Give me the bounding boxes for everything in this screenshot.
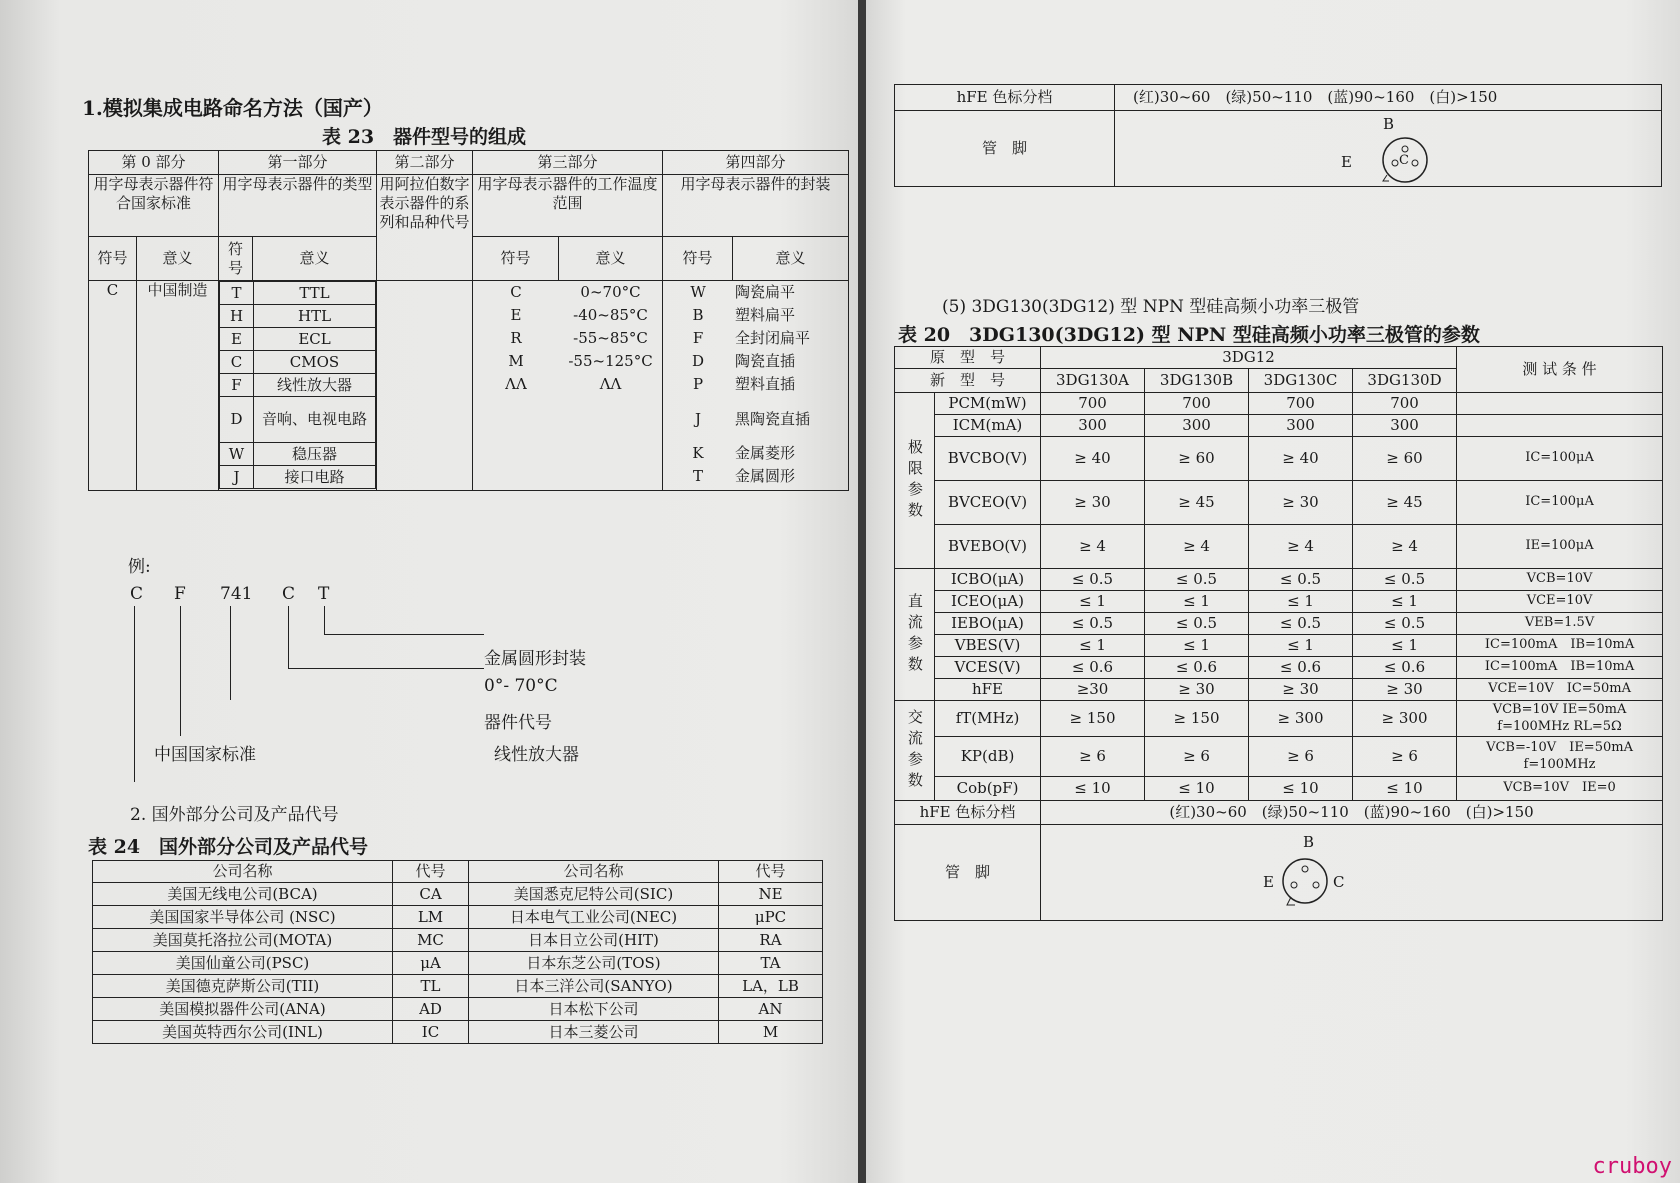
part3-item (473, 350, 662, 373)
p3-mean-header: 意义 (559, 237, 663, 281)
table24-cell: NE (719, 883, 823, 906)
param-value: ≥ 60 (1145, 437, 1249, 481)
table24-cell: AD (393, 998, 469, 1021)
param-value: ≥ 300 (1353, 701, 1457, 737)
param-name: ICBO(μA) (935, 569, 1041, 591)
table24-cell: μPC (719, 906, 823, 929)
param-value: ≥ 150 (1145, 701, 1249, 737)
table24-row (93, 929, 823, 952)
part1-desc: 用字母表示器件的类型 (219, 175, 377, 237)
part3-list (473, 281, 662, 396)
param-value: ≤ 0.6 (1041, 657, 1145, 679)
part4-item (663, 442, 848, 465)
part3-item (473, 327, 662, 350)
part4-mean: 陶瓷直插 (735, 352, 796, 371)
param-value: ≤ 1 (1041, 635, 1145, 657)
param-value: ≥ 40 (1041, 437, 1145, 481)
top-pin-b: B (1383, 115, 1395, 133)
param-value: ≥ 150 (1041, 701, 1145, 737)
param-value: ≤ 0.5 (1249, 613, 1353, 635)
pin-e: E (1263, 873, 1274, 891)
param-value: ≥ 4 (1353, 525, 1457, 569)
param-cond (1457, 415, 1663, 437)
p0-mean-header: 意义 (137, 237, 219, 281)
table24-cell: 美国无线电公司(BCA) (93, 883, 393, 906)
table24-header-row (93, 861, 823, 883)
part3-mean: ΛΛ (599, 375, 622, 394)
table24-cell: 美国德克萨斯公司(TII) (93, 975, 393, 998)
param-value: 700 (1353, 393, 1457, 415)
p4-mean-header: 意义 (733, 237, 849, 281)
table24-cell: 美国仙童公司(PSC) (93, 952, 393, 975)
code-c2: C (282, 584, 296, 604)
part3-mean: -55~85°C (573, 329, 648, 348)
param-value: ≥ 60 (1353, 437, 1457, 481)
part3-desc: 用字母表示器件的工作温度范围 (473, 175, 663, 237)
table20-pin-cell (1041, 825, 1663, 921)
top-pin-cell (1115, 111, 1662, 187)
table24-cell: LA，LB (719, 975, 823, 998)
part3-mean: -55~125°C (568, 352, 653, 371)
watermark: cruboy (1592, 1154, 1672, 1179)
part4-sym: K (692, 444, 704, 463)
part3-item (473, 373, 662, 396)
param-value: 300 (1249, 415, 1353, 437)
top-pin-label: 管 脚 (895, 111, 1115, 187)
table24-cell: TA (719, 952, 823, 975)
part4-sym: W (690, 283, 706, 302)
param-cond: VCE=10V IC=50mA (1457, 679, 1663, 701)
top-table (894, 84, 1662, 187)
param-name: BVCBO(V) (935, 437, 1041, 481)
table24-row (93, 883, 823, 906)
p3-cell (473, 281, 663, 491)
part0-header: 第 0 部分 (89, 151, 219, 175)
part4-sym: J (695, 409, 702, 428)
param-value: 700 (1145, 393, 1249, 415)
part3-sym: ΛΛ (505, 375, 527, 394)
p0-sym-cell (89, 281, 137, 491)
param-row (895, 481, 1663, 525)
param-name: BVCEO(V) (935, 481, 1041, 525)
param-row (895, 591, 1663, 613)
part3-sym: M (508, 352, 524, 371)
param-cond: VCB=-10V IE=50mA f=100MHz (1457, 737, 1663, 777)
part3-item (473, 281, 662, 304)
part3-sym: E (510, 306, 522, 325)
param-cond: VCE=10V (1457, 591, 1663, 613)
part1-sym: W (220, 443, 254, 466)
param-cond: IE=100μA (1457, 525, 1663, 569)
param-cond: IC=100mA IB=10mA (1457, 657, 1663, 679)
param-value: 300 (1145, 415, 1249, 437)
param-name: PCM(mW) (935, 393, 1041, 415)
param-cond: VEB=1.5V (1457, 613, 1663, 635)
param-value: ≤ 1 (1249, 635, 1353, 657)
part1-item (220, 351, 376, 374)
param-row (895, 415, 1663, 437)
table24-row (93, 975, 823, 998)
model-c: 3DG130C (1249, 369, 1353, 393)
p1-mean-header: 意义 (253, 237, 377, 281)
param-row (895, 569, 1663, 591)
bracket-t-h (324, 634, 484, 635)
part1-sym: C (220, 351, 254, 374)
model-d: 3DG130D (1353, 369, 1457, 393)
table24-cell: 日本三洋公司(SANYO) (469, 975, 719, 998)
table24-cell: 美国悉克尼特公司(SIC) (469, 883, 719, 906)
group-label: 极限参数 (895, 393, 935, 569)
p1-sym-header: 符号 (219, 237, 253, 281)
code-c1: C (130, 584, 144, 604)
table24-cell: 日本日立公司(HIT) (469, 929, 719, 952)
example-label: 例: (128, 557, 151, 577)
table20-caption: 表 20 3DG130(3DG12) 型 NPN 型硅高频小功率三极管的参数 (898, 324, 1480, 346)
param-value: ≥ 300 (1249, 701, 1353, 737)
part1-mean: TTL (254, 282, 376, 305)
param-value: ≥ 45 (1353, 481, 1457, 525)
table24-cell: 日本松下公司 (469, 998, 719, 1021)
param-row (895, 701, 1663, 737)
p3-sym-header: 符号 (473, 237, 559, 281)
part3-mean: -40~85°C (573, 306, 648, 325)
param-row (895, 393, 1663, 415)
part1-mean: ECL (254, 328, 376, 351)
param-value: ≤ 0.5 (1041, 613, 1145, 635)
param-row (895, 737, 1663, 777)
param-value: ≤ 10 (1145, 777, 1249, 801)
param-row (895, 679, 1663, 701)
param-value: ≤ 1 (1249, 591, 1353, 613)
param-value: ≤ 0.5 (1353, 613, 1457, 635)
part1-mean: 音响、电视电路 (254, 397, 376, 443)
part4-item (663, 327, 848, 350)
pin-b: B (1303, 833, 1315, 851)
param-row (895, 613, 1663, 635)
explain-temp: 0°- 70°C (484, 676, 558, 696)
model-a: 3DG130A (1041, 369, 1145, 393)
table24-cell: 美国国家半导体公司 (NSC) (93, 906, 393, 929)
table24-row (93, 952, 823, 975)
param-value: ≤ 10 (1353, 777, 1457, 801)
part-header-row (89, 151, 849, 175)
code-741: 741 (220, 584, 253, 604)
part4-sym: P (692, 375, 704, 394)
param-cond: IC=100μA (1457, 437, 1663, 481)
part3-header: 第三部分 (473, 151, 663, 175)
table24-cell: 日本电气工业公司(NEC) (469, 906, 719, 929)
part4-header: 第四部分 (663, 151, 849, 175)
part4-sym: B (692, 306, 704, 325)
bracket-f-v (180, 606, 181, 736)
old-model: 3DG12 (1041, 347, 1457, 369)
code-f: F (174, 584, 186, 604)
part4-item (663, 396, 848, 442)
table24-cell: 日本三菱公司 (469, 1021, 719, 1044)
part1-item (220, 466, 376, 489)
part4-sym: F (692, 329, 704, 348)
p4-cell (663, 281, 849, 491)
bracket-c1-v (134, 606, 135, 782)
param-value: ≥ 4 (1041, 525, 1145, 569)
bracket-741-v (230, 606, 231, 700)
top-pinout-diagram (1377, 135, 1433, 187)
part1-mean: 稳压器 (254, 443, 376, 466)
param-value: 700 (1249, 393, 1353, 415)
part4-item (663, 350, 848, 373)
part1-sym: H (220, 305, 254, 328)
new-model-label: 新 型 号 (895, 369, 1041, 393)
bracket-t-v (324, 606, 325, 634)
part1-item (220, 397, 376, 443)
p1-cell (219, 281, 377, 491)
top-pin-e: E (1341, 153, 1352, 171)
part4-item (663, 304, 848, 327)
explain-type: 线性放大器 (494, 745, 579, 765)
part1-mean: 接口电路 (254, 466, 376, 489)
param-value: ≥ 6 (1249, 737, 1353, 777)
param-value: ≥ 45 (1145, 481, 1249, 525)
param-cond: IC=100μA (1457, 481, 1663, 525)
part4-mean: 陶瓷扁平 (735, 283, 796, 302)
part3-item (473, 304, 662, 327)
code-t: T (318, 584, 330, 604)
table24-row (93, 1021, 823, 1044)
param-name: IEBO(μA) (935, 613, 1041, 635)
param-value: ≤ 0.6 (1145, 657, 1249, 679)
param-name: hFE (935, 679, 1041, 701)
param-value: ≥ 4 (1249, 525, 1353, 569)
table24-cell: 日本东芝公司(TOS) (469, 952, 719, 975)
right-page (866, 0, 1680, 1183)
table24-cell: 美国模拟器件公司(ANA) (93, 998, 393, 1021)
p4-sym-header: 符号 (663, 237, 733, 281)
part4-sym: T (693, 467, 704, 486)
part4-list (663, 281, 848, 488)
param-value: ≤ 1 (1145, 591, 1249, 613)
table24-row (93, 906, 823, 929)
table24-cell: LM (393, 906, 469, 929)
part1-sym: T (220, 282, 254, 305)
top-pin-c: C (1399, 153, 1409, 168)
param-name: fT(MHz) (935, 701, 1041, 737)
explain-standard: 中国国家标准 (154, 745, 256, 765)
table20-hfe-row (895, 801, 1663, 825)
param-name: Cob(pF) (935, 777, 1041, 801)
param-value: ≥ 30 (1353, 679, 1457, 701)
top-pin-row (895, 111, 1662, 187)
pin-c: C (1333, 873, 1345, 891)
param-name: VBES(V) (935, 635, 1041, 657)
table20-hfe-label: hFE 色标分档 (895, 801, 1041, 825)
table24 (92, 860, 823, 1044)
part1-item (220, 328, 376, 351)
part2-desc: 用阿拉伯数字表示器件的系列和品种代号 (377, 175, 473, 281)
param-value: ≤ 1 (1041, 591, 1145, 613)
group-label: 交流参数 (895, 701, 935, 801)
param-row (895, 635, 1663, 657)
part4-item (663, 281, 848, 304)
param-value: ≤ 0.6 (1353, 657, 1457, 679)
param-name: ICEO(μA) (935, 591, 1041, 613)
part3-mean: 0~70°C (580, 283, 641, 302)
p0-sym-header: 符号 (89, 237, 137, 281)
table24-cell: M (719, 1021, 823, 1044)
param-value: ≥ 30 (1249, 679, 1353, 701)
param-cond: VCB=10V IE=0 (1457, 777, 1663, 801)
param-cond: VCB=10V (1457, 569, 1663, 591)
part1-item (220, 305, 376, 328)
param-value: ≤ 1 (1145, 635, 1249, 657)
table24-cell: 美国英特西尔公司(INL) (93, 1021, 393, 1044)
table20-hfe-value: (红)30~60 (绿)50~110 (蓝)90~160 (白)>150 (1041, 801, 1663, 825)
old-model-label: 原 型 号 (895, 347, 1041, 369)
t24-h2: 公司名称 (469, 861, 719, 883)
part4-sym: D (692, 352, 705, 371)
p2-body (377, 281, 473, 491)
part4-mean: 金属圆形 (735, 467, 796, 486)
param-cond: VCB=10V IE=50mA f=100MHz RL=5Ω (1457, 701, 1663, 737)
param-value: ≤ 0.5 (1145, 613, 1249, 635)
part4-desc: 用字母表示器件的封装 (663, 175, 849, 237)
top-hfe-label: hFE 色标分档 (895, 85, 1115, 111)
t24-h1: 代号 (393, 861, 469, 883)
param-value: ≥ 6 (1145, 737, 1249, 777)
explain-package: 金属圆形封装 (484, 649, 586, 669)
part-desc-row (89, 175, 849, 237)
cond-label: 测 试 条 件 (1457, 347, 1663, 393)
table24-cell: CA (393, 883, 469, 906)
param-row (895, 525, 1663, 569)
part1-mean: 线性放大器 (254, 374, 376, 397)
table24-cell: μA (393, 952, 469, 975)
param-row (895, 437, 1663, 481)
table23-caption: 表 23 器件型号的组成 (322, 126, 527, 148)
param-name: BVEBO(V) (935, 525, 1041, 569)
body-row (89, 281, 849, 491)
param-value: ≤ 0.6 (1249, 657, 1353, 679)
part3-sym: C (510, 283, 522, 302)
param-value: ≥ 30 (1249, 481, 1353, 525)
param-value: ≤ 0.5 (1249, 569, 1353, 591)
param-value: ≥30 (1041, 679, 1145, 701)
p0-sym: C (106, 281, 119, 299)
param-row (895, 657, 1663, 679)
t24-h0: 公司名称 (93, 861, 393, 883)
param-value: ≥ 6 (1353, 737, 1457, 777)
table24-cell: 美国莫托洛拉公司(MOTA) (93, 929, 393, 952)
part1-header: 第一部分 (219, 151, 377, 175)
table20-pin-label: 管 脚 (895, 825, 1041, 921)
model-b: 3DG130B (1145, 369, 1249, 393)
param-name: ICM(mA) (935, 415, 1041, 437)
param-name: VCES(V) (935, 657, 1041, 679)
p0-mean: 中国制造 (147, 281, 208, 299)
section-title: 1.模拟集成电路命名方法（国产） (82, 96, 383, 120)
part1-sym: F (220, 374, 254, 397)
table24-caption: 表 24 国外部分公司及产品代号 (88, 836, 369, 858)
part1-sym: D (220, 397, 254, 443)
param-value: ≤ 10 (1249, 777, 1353, 801)
table24-cell: IC (393, 1021, 469, 1044)
group-label: 直流参数 (895, 569, 935, 701)
table24-row (93, 998, 823, 1021)
part1-sym: J (220, 466, 254, 489)
section2-title: 2. 国外部分公司及产品代号 (130, 805, 339, 825)
param-value: ≤ 1 (1353, 591, 1457, 613)
part1-sym: E (220, 328, 254, 351)
top-hfe-value: (红)30~60 (绿)50~110 (蓝)90~160 (白)>150 (1115, 85, 1662, 111)
param-value: ≤ 0.5 (1145, 569, 1249, 591)
part2-header: 第二部分 (377, 151, 473, 175)
param-value: ≥ 6 (1041, 737, 1145, 777)
part4-mean: 黑陶瓷直插 (735, 409, 811, 428)
old-model-row (895, 347, 1663, 369)
part1-item (220, 282, 376, 305)
param-value: ≥ 30 (1041, 481, 1145, 525)
table24-cell: MC (393, 929, 469, 952)
param-value: ≤ 0.5 (1041, 569, 1145, 591)
table20-pin-row (895, 825, 1663, 921)
bracket-c-v (288, 606, 289, 668)
part1-item (220, 374, 376, 397)
param-value: ≥ 30 (1145, 679, 1249, 701)
part4-mean: 塑料直插 (735, 375, 796, 394)
part4-mean: 塑料扁平 (735, 306, 796, 325)
t24-h3: 代号 (719, 861, 823, 883)
part1-mean: CMOS (254, 351, 376, 374)
param-name: KP(dB) (935, 737, 1041, 777)
param-row (895, 777, 1663, 801)
param-cond: IC=100mA IB=10mA (1457, 635, 1663, 657)
part1-item (220, 443, 376, 466)
param-value: ≥ 4 (1145, 525, 1249, 569)
param-value: ≤ 10 (1041, 777, 1145, 801)
part4-mean: 全封闭扁平 (735, 329, 811, 348)
table24-cell: RA (719, 929, 823, 952)
table24-cell: TL (393, 975, 469, 998)
bracket-c-h (288, 668, 484, 669)
param-cond (1457, 393, 1663, 415)
top-hfe-row (895, 85, 1662, 111)
param-value: 300 (1041, 415, 1145, 437)
p0-mean-cell (137, 281, 219, 491)
table24-cell: AN (719, 998, 823, 1021)
param-value: ≤ 0.5 (1353, 569, 1457, 591)
table20 (894, 346, 1663, 921)
part4-item (663, 465, 848, 488)
param-value: ≥ 40 (1249, 437, 1353, 481)
explain-code: 器件代号 (484, 713, 552, 733)
table23 (88, 150, 849, 491)
part3-sym: R (510, 329, 522, 348)
part4-mean: 金属菱形 (735, 444, 796, 463)
part0-desc: 用字母表示器件符合国家标准 (89, 175, 219, 237)
subtitle: (5) 3DG130(3DG12) 型 NPN 型硅高频小功率三极管 (942, 297, 1360, 317)
pinout-diagram (1277, 855, 1333, 911)
param-value: ≤ 1 (1353, 635, 1457, 657)
part4-item (663, 373, 848, 396)
part1-mean: HTL (254, 305, 376, 328)
param-value: 300 (1353, 415, 1457, 437)
param-value: 700 (1041, 393, 1145, 415)
part1-list (219, 281, 376, 489)
